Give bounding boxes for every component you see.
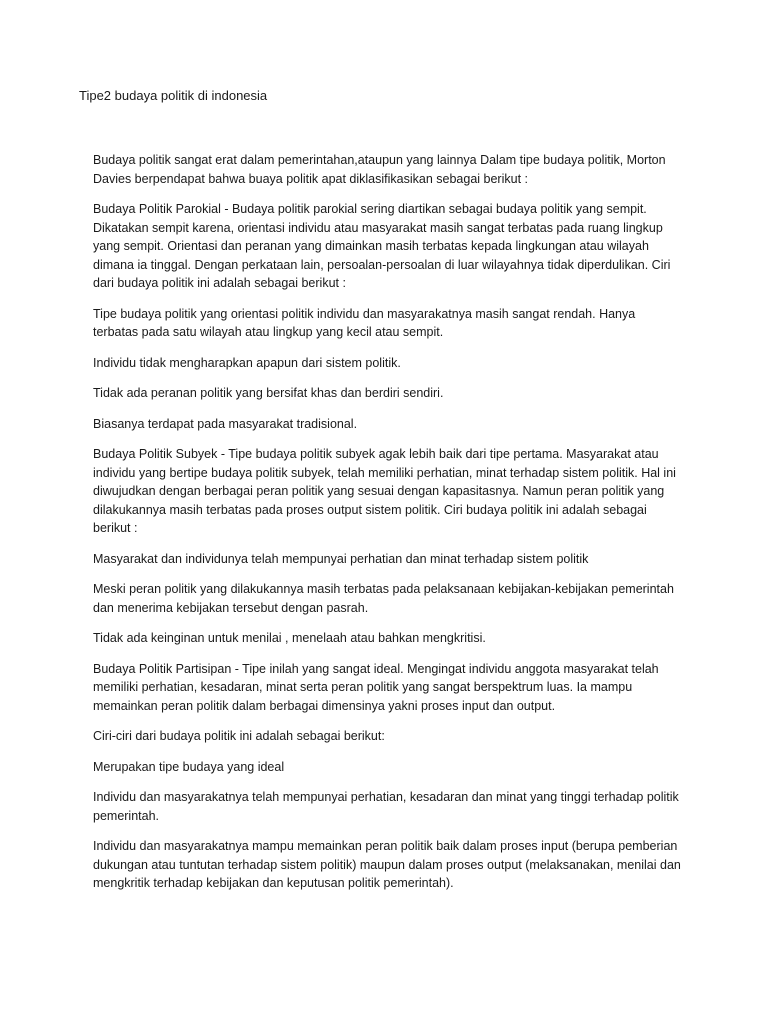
- paragraph-parokial-trait-2: Individu tidak mengharapkan apapun dari sistem politik.: [93, 355, 401, 370]
- paragraph-parokial: Budaya Politik Parokial - Budaya politik parokial sering diartikan sebagai budaya politik yang sempit. Dikatakan sempit karena, orientasi individu atau masyarakat masih sangat terbatas pada ruang lingkup yang sempit. Orientasi dan peranan yang dimainkan masih terbatas kepada lingkungan atau wilayah dimana ia tinggal. Dengan perkataan lain, persoalan-persoalan di luar wilayahnya tidak diperdulikan. Ciri dari budaya politik ini adalah sebagai berikut :: [93, 202, 671, 290]
- paragraph-parokial-trait-3: Tidak ada peranan politik yang bersifat khas dan berdiri sendiri.: [93, 386, 444, 400]
- paragraph-subyek-trait-3: Tidak ada keinginan untuk menilai , menelaah atau bahkan mengkritisi.: [93, 631, 486, 645]
- paragraph-intro: Budaya politik sangat erat dalam pemerintahan,ataupun yang lainnya Dalam tipe budaya politik, Morton Davies berpendapat bahwa buaya politik apat diklasifikasikan sebagai berikut :: [93, 153, 666, 186]
- paragraph-subyek: Budaya Politik Subyek - Tipe budaya politik subyek agak lebih baik dari tipe pertama. Masyarakat atau individu yang bertipe budaya politik subyek, telah memiliki perhatian, minat terhadap sistem politik. Hal ini diwujudkan dengan berbagai peran politik yang sesuai dengan kapasitasnya. Namun peran politik yang dilakukannya masih terbatas pada proses output sistem politik. Ciri budaya politik ini adalah sebagai berikut :: [93, 447, 676, 535]
- paragraph-partisipan: Budaya Politik Partisipan - Tipe inilah yang sangat ideal. Mengingat individu anggota masyarakat telah memiliki perhatian, kesadaran, minat serta peran politik yang sangat berspektrum luas. Ia mampu memainkan peran politik dalam berbagai dimensinya yakni proses input dan output.: [93, 661, 659, 713]
- paragraph-subyek-trait-2: Meski peran politik yang dilakukannya masih terbatas pada pelaksanaan kebijakan-kebijakan pemerintah dan menerima kebijakan tersebut dengan pasrah.: [93, 582, 674, 615]
- paragraph-partisipan-intro: Ciri-ciri dari budaya politik ini adalah sebagai berikut:: [93, 729, 385, 743]
- paragraph-subyek-trait-1: Masyarakat dan individunya telah mempunyai perhatian dan minat terhadap sistem politik: [93, 551, 589, 566]
- document-title: Tipe2 budaya politik di indonesia: [79, 88, 268, 103]
- paragraph-partisipan-trait-2: Individu dan masyarakatnya telah mempunyai perhatian, kesadaran dan minat yang tinggi terhadap politik pemerintah.: [93, 790, 679, 823]
- paragraph-parokial-trait-4: Biasanya terdapat pada masyarakat tradisional.: [93, 416, 358, 431]
- document-body: [93, 151, 683, 905]
- paragraph-partisipan-trait-1: Merupakan tipe budaya yang ideal: [93, 759, 285, 774]
- paragraph-parokial-trait-1: Tipe budaya politik yang orientasi politik individu dan masyarakatnya masih sangat rendah. Hanya terbatas pada satu wilayah atau lingkup yang kecil atau sempit.: [93, 306, 636, 339]
- paragraph-partisipan-trait-3: Individu dan masyarakatnya mampu memainkan peran politik baik dalam proses input (berupa pemberian dukungan atau tuntutan terhadap sistem politik) maupun dalam proses output (melaksanakan, menilai dan mengkritik terhadap kebijakan dan keputusan politik pemerintah).: [93, 839, 681, 890]
